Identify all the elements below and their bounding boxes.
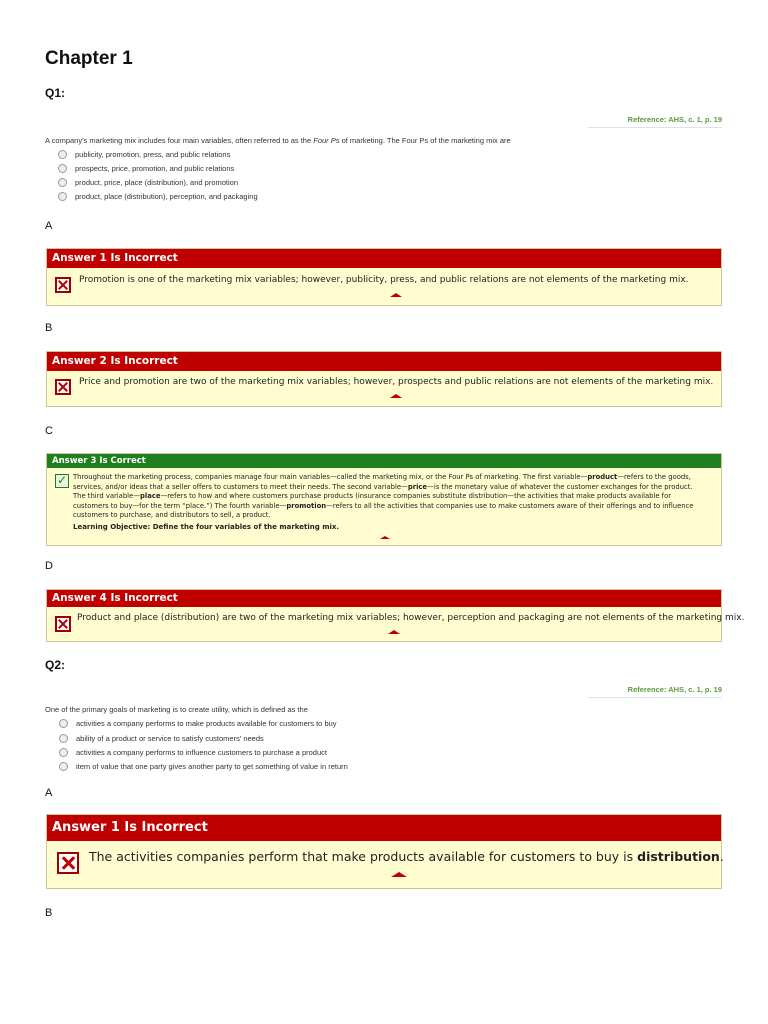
radio-button[interactable] xyxy=(58,178,67,187)
term-distribution: distribution xyxy=(637,849,720,864)
feedback-answer-1 xyxy=(46,248,722,306)
answer-letter: A xyxy=(45,787,53,799)
q2-feedback-answer-1 xyxy=(46,814,722,889)
option-label: activities a company performs to make products available for customers to buy xyxy=(76,719,337,728)
text-part: —refers to all the activities that companies use to make customers aware of their offerings and to influence customers to purchase, and distributors to sell, a product. xyxy=(73,501,694,519)
feedback-text: Promotion is one of the marketing mix variables; however, publicity, press, and public relations are not elements of the marketing mix. xyxy=(79,275,689,285)
collapse-arrow-icon[interactable] xyxy=(390,293,402,297)
answer-letter: A xyxy=(45,220,53,232)
term-promotion: promotion xyxy=(286,501,327,510)
incorrect-x-icon xyxy=(55,379,71,395)
text-part: —refers to the goods, services, and/or ideas that a seller offers to customers to meet their needs. The second variable— xyxy=(73,473,691,491)
text-part: Throughout the marketing process, companies manage four main variables—called the marketing mix, or the Four Ps of marketing. The first variable— xyxy=(73,473,588,481)
feedback-title: Answer 2 Is Incorrect xyxy=(47,352,721,371)
learning-objective: Learning Objective: Define the four variables of the marketing mix. xyxy=(73,523,340,531)
radio-button[interactable] xyxy=(58,192,67,201)
feedback-title: Answer 4 Is Incorrect xyxy=(47,590,721,607)
radio-button[interactable] xyxy=(59,719,68,728)
feedback-text xyxy=(73,473,703,521)
text-part: —refers to how and where customers purchase products (insurance companies substitute distribution—the activities that make products available for customers to buy—for the term “place.”) The fourth variable— xyxy=(73,492,672,510)
answer-letter: B xyxy=(45,322,53,334)
radio-button[interactable] xyxy=(59,748,68,757)
collapse-arrow-icon[interactable] xyxy=(390,394,402,398)
term-place: place xyxy=(140,492,161,500)
q1-option-4[interactable] xyxy=(58,192,258,201)
answer-letter: B xyxy=(45,907,53,919)
feedback-title: Answer 1 Is Incorrect xyxy=(47,249,721,268)
question-1-label: Q1: xyxy=(45,86,66,100)
collapse-arrow-icon[interactable] xyxy=(380,536,390,539)
q2-stem: One of the primary goals of marketing is to create utility, which is defined as the xyxy=(45,705,308,714)
q2-option-3[interactable] xyxy=(59,748,327,757)
option-label: item of value that one party gives another party to get something of value in return xyxy=(76,762,348,771)
radio-button[interactable] xyxy=(58,164,67,173)
radio-button[interactable] xyxy=(59,734,68,743)
incorrect-x-icon xyxy=(55,616,71,632)
feedback-answer-2 xyxy=(46,351,722,407)
q2-reference: Reference: AHS, c. 1, p. 19 xyxy=(627,685,722,694)
q2-reference-underline xyxy=(588,697,722,698)
incorrect-x-icon xyxy=(57,852,79,874)
q2-option-2[interactable] xyxy=(59,734,264,743)
term-price: price xyxy=(407,482,428,491)
q1-stem xyxy=(45,136,511,145)
q2-option-4[interactable] xyxy=(59,762,348,771)
feedback-text: Price and promotion are two of the marketing mix variables; however, prospects and public relations are not elements of the marketing mix. xyxy=(79,377,714,387)
option-label: publicity, promotion, press, and public relations xyxy=(75,150,231,159)
q1-option-3[interactable] xyxy=(58,178,238,187)
feedback-answer-4 xyxy=(46,589,745,642)
text-post: . xyxy=(719,849,724,864)
text-pre: The activities companies perform that make products available for customers to buy is xyxy=(89,849,638,864)
radio-button[interactable] xyxy=(58,150,67,159)
chapter-title: Chapter 1 xyxy=(45,48,133,69)
collapse-arrow-icon[interactable] xyxy=(388,630,400,634)
q1-option-1[interactable] xyxy=(58,150,230,159)
feedback-title: Answer 1 Is Incorrect xyxy=(47,815,721,841)
feedback-text xyxy=(89,849,724,864)
answer-letter: C xyxy=(45,425,53,437)
option-label: prospects, price, promotion, and public relations xyxy=(75,164,235,173)
q2-option-1[interactable] xyxy=(59,719,337,728)
radio-button[interactable] xyxy=(59,762,68,771)
q1-stem-pre: A company's marketing mix includes four main variables, often referred to as the xyxy=(45,136,314,145)
incorrect-x-icon xyxy=(55,277,71,293)
q1-stem-post: of marketing. The Four Ps of the marketing mix are xyxy=(339,136,511,145)
q1-reference-underline xyxy=(588,127,722,128)
feedback-text: Product and place (distribution) are two of the marketing mix variables; however, perception and packaging are not elements of the marketing mix. xyxy=(77,613,745,623)
q1-reference: Reference: AHS, c. 1, p. 19 xyxy=(627,115,722,124)
text-part: —is the monetary value of whatever the customer exchanges for the product. The third variable— xyxy=(73,482,693,500)
question-2-label: Q2: xyxy=(45,658,66,672)
q1-stem-emphasis: Four Ps xyxy=(313,136,340,145)
term-product: product xyxy=(587,473,618,481)
option-label: product, place (distribution), perception, and packaging xyxy=(75,192,258,201)
feedback-title: Answer 3 Is Correct xyxy=(47,454,721,468)
q1-option-2[interactable] xyxy=(58,164,234,173)
option-label: ability of a product or service to satisfy customers' needs xyxy=(76,734,264,743)
correct-check-icon: ✓ xyxy=(56,473,68,487)
collapse-arrow-icon[interactable] xyxy=(391,872,407,877)
option-label: activities a company performs to influence customers to purchase a product xyxy=(76,748,327,757)
feedback-answer-3 xyxy=(46,453,722,546)
option-label: product, price, place (distribution), and promotion xyxy=(75,178,239,187)
answer-letter: D xyxy=(45,560,53,572)
